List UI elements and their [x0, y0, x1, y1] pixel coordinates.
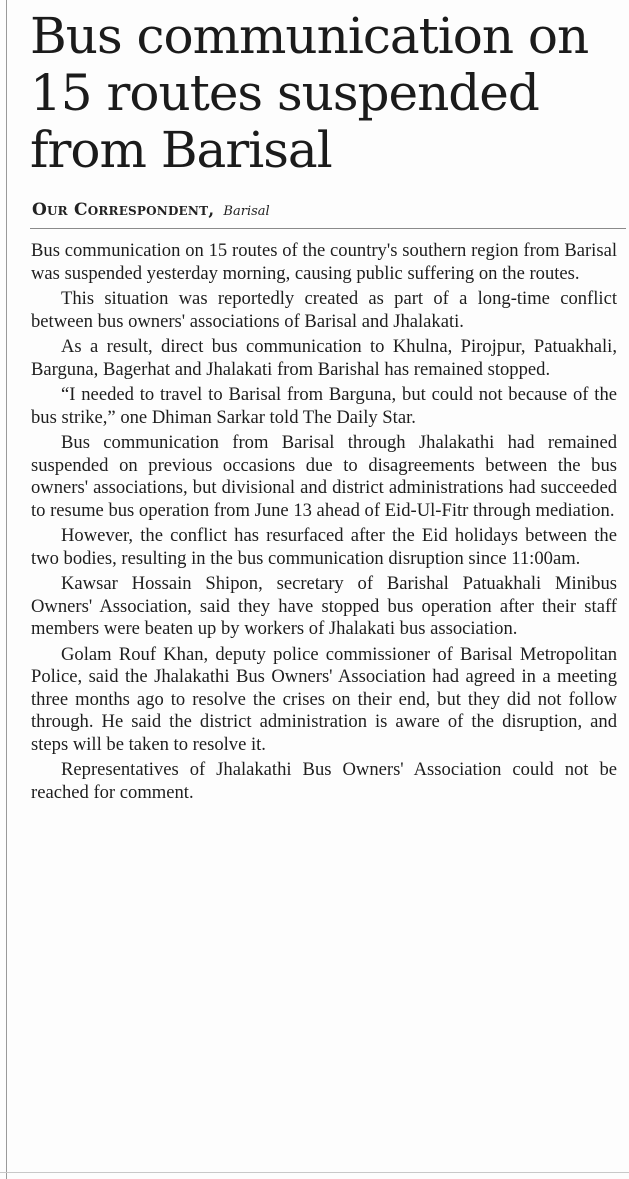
- paragraph: “I needed to travel to Barisal from Barguna, but could not because of the bus strike,” one Dhiman Sarkar told The Daily Star.: [31, 384, 617, 428]
- article-body: [31, 240, 617, 807]
- headline: Bus communication on 15 routes suspended from Barisal: [30, 7, 589, 179]
- byline-location: Barisal: [223, 204, 270, 219]
- paragraph: Representatives of Jhalakathi Bus Owners' Association could not be reached for comment.: [31, 759, 617, 803]
- clipping-edge: [0, 1172, 629, 1173]
- column-rule: [6, 0, 7, 1179]
- byline-divider: [30, 228, 626, 229]
- paragraph: Golam Rouf Khan, deputy police commissioner of Barisal Metropolitan Police, said the Jhalakathi Bus Owners' Association had agreed in a meeting three months ago to resolve the crises on their end, but they did not follow through. He said the district administration is aware of the disruption, and steps will be taken to resolve it.: [31, 643, 617, 755]
- paragraph: This situation was reportedly created as part of a long-time conflict between bus owners' associations of Barisal and Jhalakati.: [31, 288, 617, 332]
- byline-author: Our Correspondent,: [32, 200, 215, 220]
- paragraph: Bus communication on 15 routes of the country's southern region from Barisal was suspended yesterday morning, causing public suffering on the routes.: [31, 240, 617, 284]
- byline: [32, 200, 270, 220]
- paragraph: As a result, direct bus communication to Khulna, Pirojpur, Patuakhali, Barguna, Bagerhat and Jhalakati from Barishal has remained stopped.: [31, 336, 617, 380]
- paragraph: Bus communication from Barisal through Jhalakathi had remained suspended on previous occasions due to disagreements between the bus owners' associations, but divisional and district administrations had succeeded to resume bus operation from June 13 ahead of Eid-Ul-Fitr through mediation.: [31, 432, 617, 521]
- paragraph: However, the conflict has resurfaced after the Eid holidays between the two bodies, resulting in the bus communication disruption since 11:00am.: [31, 525, 617, 569]
- paragraph: Kawsar Hossain Shipon, secretary of Barishal Patuakhali Minibus Owners' Association, said they have stopped bus operation after their staff members were beaten up by workers of Jhalakati bus association.: [31, 573, 617, 639]
